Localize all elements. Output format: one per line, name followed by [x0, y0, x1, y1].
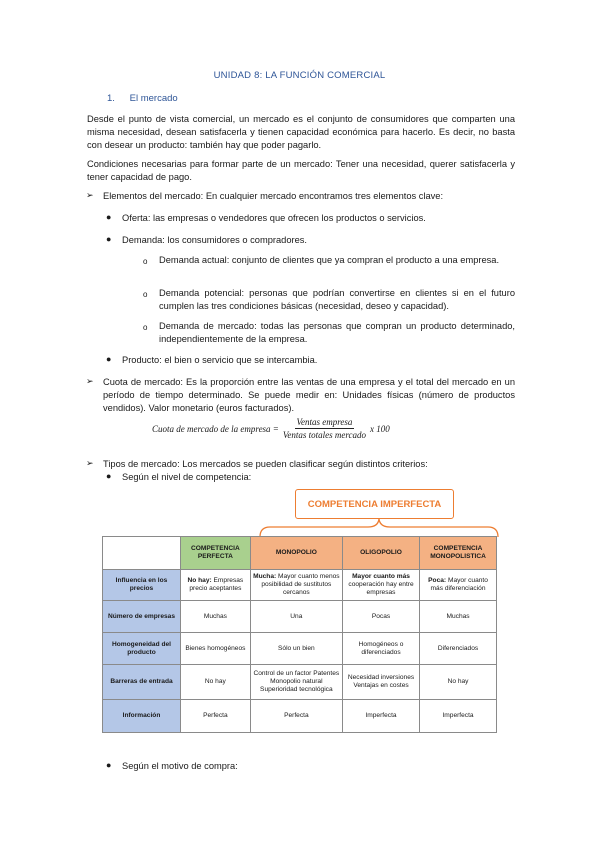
element-producto: Producto: el bien o servicio que se intercambia.	[122, 355, 318, 365]
bullet-dot-icon: ●	[106, 471, 112, 481]
column-header: MONOPOLIO	[250, 537, 342, 570]
row-label: Homogeneidad del producto	[103, 633, 181, 665]
row-label: Información	[103, 700, 181, 733]
circle-bullet-icon: o	[143, 323, 148, 332]
criterio-competencia: Según el nivel de competencia:	[122, 472, 252, 482]
bullet-dot-icon: ●	[106, 760, 112, 770]
column-header: OLIGOPOLIO	[342, 537, 419, 570]
table-cell: No hay	[420, 665, 497, 700]
cell-text: Mayor cuanto menos posibilidad de sustitutos cercanos	[261, 573, 340, 596]
table-cell	[420, 570, 497, 601]
table-cell: Sólo un bien	[250, 633, 342, 665]
bullet-dot-icon: ●	[106, 212, 112, 222]
table-cell	[250, 570, 342, 601]
table-row	[103, 700, 497, 733]
competition-table-figure	[99, 489, 500, 749]
demanda-mercado: Demanda de mercado: todas las personas que compran un producto determinado, independientemente de la empresa.	[159, 321, 515, 344]
cell-text: Empresas precio aceptantes	[189, 577, 244, 592]
table-header-row	[103, 537, 497, 570]
formula-denominator: Ventas totales mercado	[282, 430, 367, 440]
table-row	[103, 633, 497, 665]
imperfect-competition-banner: COMPETENCIA IMPERFECTA	[295, 489, 454, 519]
table-cell: Control de un factor Patentes Monopolio natural Superioridad tecnológica	[250, 665, 342, 700]
formula-numerator: Ventas empresa	[296, 417, 353, 427]
section-number: 1.	[107, 93, 115, 104]
table-cell: Perfecta	[181, 700, 251, 733]
circle-bullet-icon: o	[143, 257, 148, 266]
document-title: UNIDAD 8: LA FUNCIÓN COMERCIAL	[213, 70, 386, 81]
section-heading	[107, 93, 178, 104]
table-cell: Imperfecta	[342, 700, 419, 733]
elements-intro: Elementos del mercado: En cualquier mercado encontramos tres elementos clave:	[103, 191, 444, 201]
table-cell: Pocas	[342, 601, 419, 633]
cell-bold: Mucha:	[253, 573, 277, 580]
table-corner-cell	[103, 537, 181, 570]
bullet-dot-icon: ●	[106, 354, 112, 364]
arrow-bullet-icon: ➢	[86, 458, 94, 468]
bullet-dot-icon: ●	[106, 234, 112, 244]
table-cell	[342, 570, 419, 601]
cuota-mercado: Cuota de mercado: Es la proporción entre las ventas de una empresa y el total del mercado en un período de tiempo determinado. Se puede medir en: Unidades físicas (número de productos vendidos). Valor monetario (euros facturados).	[103, 377, 515, 413]
section-label: El mercado	[129, 93, 178, 104]
cell-bold: Mayor cuanto más	[352, 573, 410, 580]
column-header: COMPETENCIA MONOPOLISTICA	[420, 537, 497, 570]
element-demanda: Demanda: los consumidores o compradores.	[122, 235, 307, 245]
formula-lhs: Cuota de mercado de la empresa =	[152, 423, 279, 434]
formula-fraction	[283, 417, 366, 440]
row-label: Número de empresas	[103, 601, 181, 633]
table-cell	[181, 570, 251, 601]
cell-text: Mayor cuanto más diferenciación	[430, 577, 488, 592]
table-row	[103, 570, 497, 601]
cell-bold: No hay:	[187, 577, 212, 584]
table-cell: Muchas	[420, 601, 497, 633]
table-cell: Necesidad inversiones Ventajas en costes	[342, 665, 419, 700]
row-label: Barreras de entrada	[103, 665, 181, 700]
demanda-actual: Demanda actual: conjunto de clientes que ya compran el producto a una empresa.	[159, 255, 500, 265]
circle-bullet-icon: o	[143, 290, 148, 299]
paragraph-definition: Desde el punto de vista comercial, un mercado es el conjunto de consumidores que comparten una misma necesidad, desean satisfacerla y tienen capacidad económica para hacerlo. Es decir, no basta con desear un producto: también hay que poder pagarlo.	[87, 114, 515, 150]
cell-text: cooperación hay entre empresas	[348, 581, 414, 596]
paragraph-conditions: Condiciones necesarias para formar parte de un mercado: Tener una necesidad, querer satisfacerla y tener capacidad de pago.	[87, 159, 515, 182]
criterio-motivo: Según el motivo de compra:	[122, 761, 238, 771]
table-cell: Una	[250, 601, 342, 633]
table-cell: Imperfecta	[420, 700, 497, 733]
column-header: COMPETENCIA PERFECTA	[181, 537, 251, 570]
row-label: Influencia en los precios	[103, 570, 181, 601]
table-cell: Diferenciados	[420, 633, 497, 665]
competition-table	[102, 536, 497, 733]
arrow-bullet-icon: ➢	[86, 376, 94, 386]
table-cell: No hay	[181, 665, 251, 700]
table-cell: Homogéneos o diferenciados	[342, 633, 419, 665]
table-cell: Bienes homogéneos	[181, 633, 251, 665]
table-row	[103, 665, 497, 700]
demanda-potencial: Demanda potencial: personas que podrían convertirse en clientes si en el futuro cumplen las tres condiciones básicas (necesidad, deseo y capacidad).	[159, 288, 515, 311]
table-cell: Muchas	[181, 601, 251, 633]
arrow-bullet-icon: ➢	[86, 190, 94, 200]
market-share-formula	[152, 417, 390, 440]
element-oferta: Oferta: las empresas o vendedores que ofrecen los productos o servicios.	[122, 213, 426, 223]
table-cell: Perfecta	[250, 700, 342, 733]
cell-bold: Poca:	[428, 577, 447, 584]
tipos-intro: Tipos de mercado: Los mercados se pueden clasificar según distintos criterios:	[103, 459, 428, 469]
table-row	[103, 601, 497, 633]
formula-rhs: x 100	[370, 423, 390, 434]
